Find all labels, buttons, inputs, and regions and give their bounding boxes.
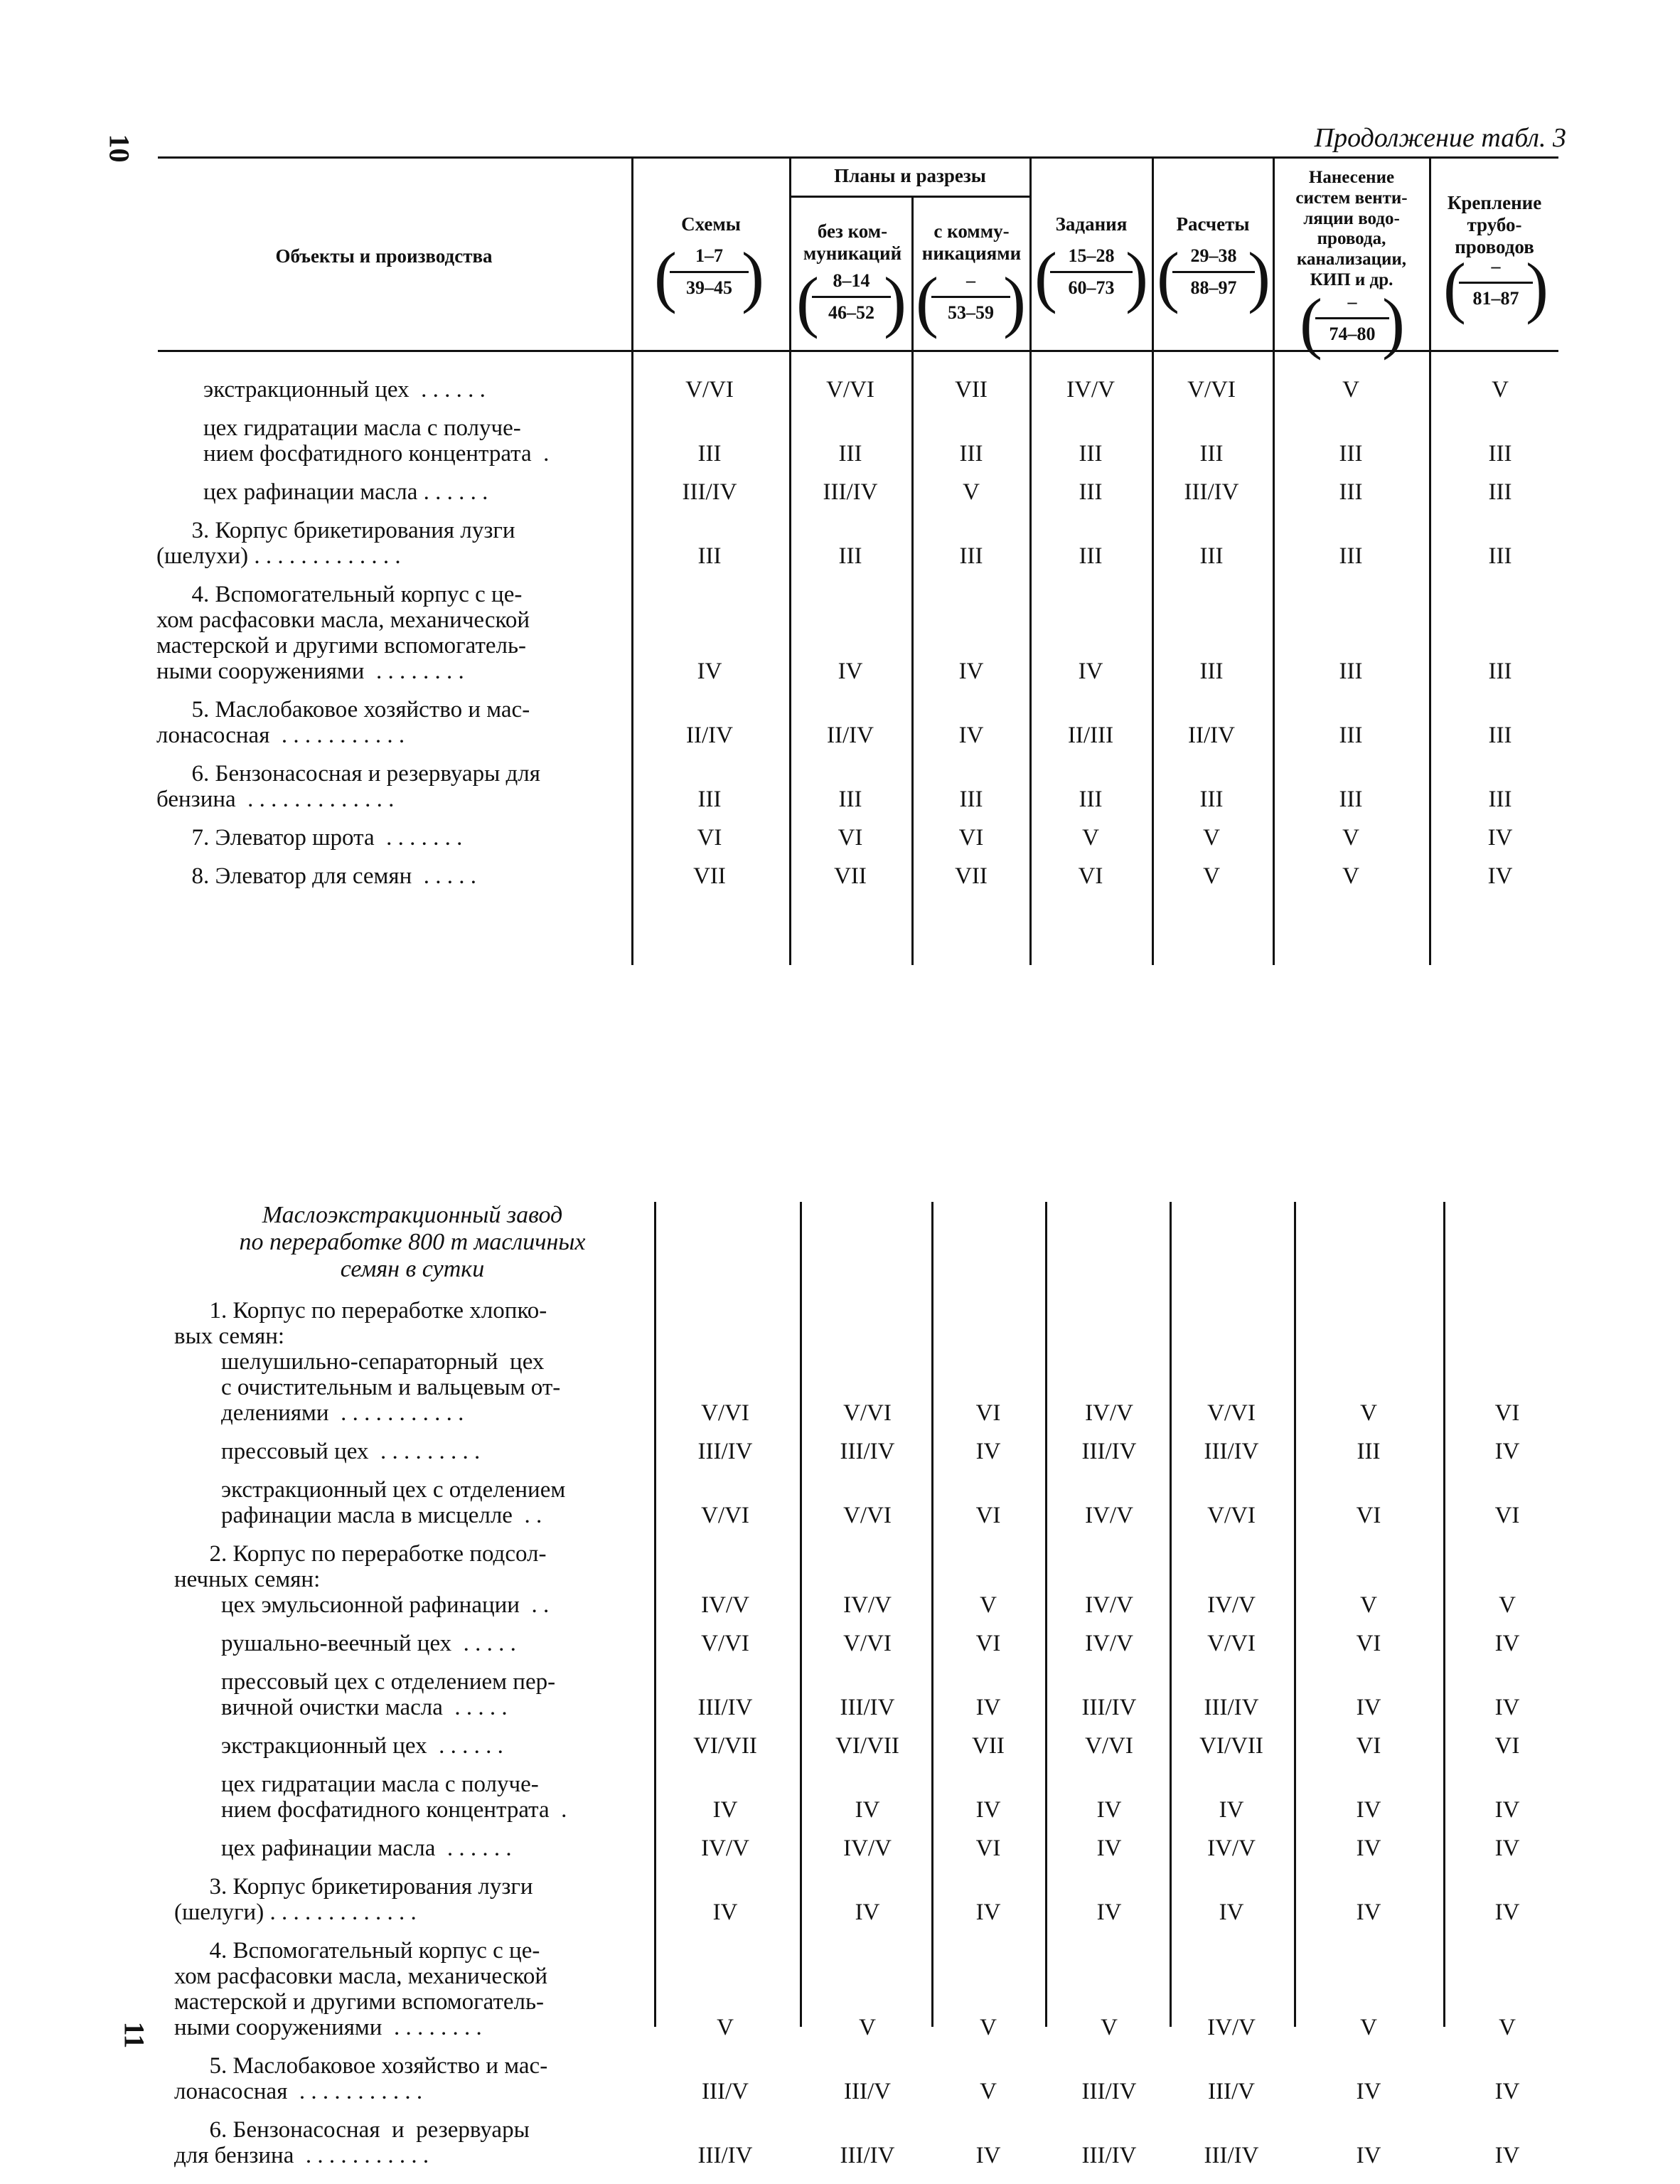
header-tasks: Задания [1055, 213, 1128, 235]
row-cell: IV [1356, 1797, 1381, 1823]
table2-vline [654, 1202, 656, 2027]
header-tasks-fraction: ( 15–28 60–73 ) [1034, 238, 1148, 314]
row-label: цех гидратации масла с получе- нием фосфатидного концентрата . [221, 1772, 567, 1823]
row-cell: V [980, 1592, 997, 1618]
row-cell: III [1079, 543, 1103, 569]
header-bottom-rule [158, 350, 1558, 352]
row-cell: III [697, 543, 722, 569]
row-cell: III [1199, 441, 1224, 467]
row-cell: III [1488, 787, 1512, 812]
header-calc-fraction: ( 29–38 88–97 ) [1157, 238, 1270, 314]
row-cell: III/IV [1204, 2143, 1259, 2168]
plans-sub-rule [791, 196, 1029, 198]
row-cell: III [1339, 659, 1363, 684]
row-cell: V [1499, 2015, 1516, 2040]
row-cell: IV [1487, 863, 1513, 889]
row-cell: II/III [1067, 723, 1114, 748]
row-label: прессовый цех с отделением пер- вичной очистки масла . . . . . [221, 1669, 556, 1720]
row-cell: IV [1494, 2143, 1520, 2168]
row-label: рушально-веечный цех . . . . . [174, 1631, 516, 1656]
row-cell: IV/V [1207, 1592, 1256, 1618]
row-cell: III [1079, 479, 1103, 505]
row-cell: IV [1219, 1900, 1244, 1925]
header-plans-a-num: 8–14 [833, 270, 870, 291]
row-cell: III [1199, 659, 1224, 684]
row-cell: III [838, 787, 862, 812]
row-cell: V/VI [701, 1400, 749, 1426]
row-cell: III/V [702, 2079, 749, 2104]
row-label: 3. Корпус брикетирования лузги (шелухи) . . . . . . . . . . . . . [156, 518, 515, 569]
header-systems-fraction: ( – 74–80 ) [1300, 284, 1405, 361]
row-cell: III [838, 543, 862, 569]
row-cell: VII [693, 863, 726, 889]
header-plans-b-fraction: ( – 53–59 ) [916, 263, 1026, 339]
row-cell: III/IV [1204, 1439, 1259, 1464]
row-cell: III/IV [697, 1695, 753, 1720]
row-label: экстракционный цех с отделением рафинации масла в мисцелле . . [221, 1477, 566, 1528]
row-cell: IV/V [1085, 1400, 1133, 1426]
row-cell: III/IV [682, 479, 737, 505]
header-plans-a-fraction: ( 8–14 46–52 ) [796, 263, 906, 339]
header-plans-b: с комму- никациями [921, 220, 1022, 265]
row-cell: III [1339, 723, 1363, 748]
page-number-top: 10 [103, 134, 136, 163]
row-cell: IV/V [1066, 377, 1115, 403]
row-cell: III [697, 787, 722, 812]
table2-vline [1443, 1202, 1445, 2027]
row-cell: IV [975, 1439, 1001, 1464]
row-label: 4. Вспомогательный корпус с це- хом расфасовки масла, механической мастерской и другими вспомогатель- ными сооружениями . . . . . . . . [156, 582, 530, 684]
row-cell: IV [855, 1797, 880, 1823]
row-label: 6. Бензонасосная и резервуары для бензина . . . . . . . . . . . [174, 2117, 530, 2168]
table2-vline [1294, 1202, 1296, 2027]
row-cell: III [1357, 1439, 1381, 1464]
header-systems: Нанесение систем венти- ляции водо- провода, канализации, КИП и др. [1295, 168, 1408, 289]
row-cell: III [1339, 543, 1363, 569]
row-cell: IV [1096, 1797, 1122, 1823]
header-schemes-num: 1–7 [695, 245, 723, 266]
row-cell: VI [697, 825, 722, 851]
row-label: 6. Бензонасосная и резервуары для бензина . . . . . . . . . . . . . [156, 761, 540, 812]
row-cell: III/V [844, 2079, 891, 2104]
row-cell: V [1499, 1592, 1516, 1618]
header-top-rule [158, 156, 1558, 159]
row-cell: VI [1494, 1503, 1520, 1528]
header-vline [1429, 158, 1431, 965]
table2-vline [800, 1202, 802, 2027]
header-vline [911, 198, 914, 965]
row-cell: VI/VII [693, 1733, 757, 1759]
row-cell: III/IV [1081, 1695, 1137, 1720]
header-vline [631, 158, 633, 965]
row-cell: IV [1487, 825, 1513, 851]
header-plans-b-den: 53–59 [948, 302, 994, 323]
row-cell: III [959, 787, 983, 812]
header-fix-fraction: ( – 81–87 ) [1443, 249, 1548, 325]
row-cell: III/IV [823, 479, 878, 505]
row-label: экстракционный цех . . . . . . [156, 377, 486, 403]
row-cell: IV [697, 659, 722, 684]
row-cell: V/VI [685, 377, 734, 403]
header-vline [1152, 158, 1154, 965]
row-cell: III [1488, 543, 1512, 569]
header-schemes-fraction: ( 1–7 39–45 ) [654, 238, 764, 314]
row-cell: III/IV [1184, 479, 1239, 505]
row-cell: IV [1494, 2079, 1520, 2104]
header-systems-num: – [1347, 292, 1357, 312]
row-cell: III [959, 441, 983, 467]
row-cell: V [1342, 863, 1359, 889]
row-cell: V/VI [701, 1631, 749, 1656]
page-number-bottom: 11 [118, 2021, 151, 2049]
row-cell: II/IV [1188, 723, 1235, 748]
row-cell: IV [712, 1797, 738, 1823]
row-cell: V/VI [843, 1400, 892, 1426]
row-cell: III [1488, 441, 1512, 467]
row-cell: IV [1356, 2079, 1381, 2104]
row-cell: IV/V [1207, 1836, 1256, 1861]
row-cell: IV/V [843, 1592, 892, 1618]
row-cell: V [1360, 1400, 1377, 1426]
row-cell: V [980, 2015, 997, 2040]
row-cell: V [1492, 377, 1509, 403]
row-cell: VI/VII [1199, 1733, 1263, 1759]
row-cell: II/IV [686, 723, 733, 748]
row-label: 7. Элеватор шрота . . . . . . . [156, 825, 463, 851]
row-label: прессовый цех . . . . . . . . . [174, 1439, 481, 1464]
row-cell: IV [975, 1900, 1001, 1925]
row-cell: III/IV [1204, 1695, 1259, 1720]
row-cell: III [1339, 787, 1363, 812]
row-cell: V [963, 479, 980, 505]
row-cell: V [1342, 377, 1359, 403]
row-cell: III [1079, 787, 1103, 812]
row-cell: VI [1356, 1733, 1381, 1759]
header-fix-den: 81–87 [1472, 288, 1519, 309]
row-cell: IV [1494, 1631, 1520, 1656]
row-cell: IV [1096, 1836, 1122, 1861]
row-label: 2. Корпус по переработке подсол- нечных семян: цех эмульсионной рафинации . . [174, 1541, 550, 1618]
row-label: цех гидратации масла с получе- нием фосфатидного концентрата . [203, 415, 550, 467]
block2-title: Маслоэкстракционный завод по переработке 800 т масличных семян в сутки [239, 1202, 586, 1282]
row-cell: III/V [1208, 2079, 1255, 2104]
table2-vline [1170, 1202, 1172, 2027]
row-cell: IV/V [1085, 1503, 1133, 1528]
row-cell: III/IV [840, 1439, 895, 1464]
row-cell: VI/VII [835, 1733, 899, 1759]
row-cell: III [1339, 479, 1363, 505]
row-cell: V [980, 2079, 997, 2104]
header-plans-b-num: – [966, 270, 975, 291]
row-cell: III [1488, 479, 1512, 505]
row-cell: V [717, 2015, 734, 2040]
row-cell: V [1360, 1592, 1377, 1618]
row-cell: III [1488, 659, 1512, 684]
row-label: 4. Вспомогательный корпус с це- хом расфасовки масла, механической мастерской и другими вспомогатель- ными сооружениями . . . . . . . . [174, 1938, 548, 2040]
row-cell: IV/V [701, 1836, 749, 1861]
row-cell: IV [712, 1900, 738, 1925]
row-label: 5. Маслобаковое хозяйство и мас- лонасосная . . . . . . . . . . . [156, 697, 530, 748]
header-schemes: Схемы [681, 213, 741, 235]
row-cell: V/VI [1085, 1733, 1133, 1759]
row-cell: VI [1494, 1733, 1520, 1759]
row-cell: III [1079, 441, 1103, 467]
header-plans-a: без ком- муникаций [803, 220, 902, 265]
row-cell: VI [1494, 1400, 1520, 1426]
row-cell: III/IV [1081, 1439, 1137, 1464]
row-cell: III [1199, 787, 1224, 812]
row-cell: IV [975, 2143, 1001, 2168]
row-cell: VII [834, 863, 867, 889]
row-cell: VI [838, 825, 863, 851]
header-tasks-den: 60–73 [1068, 277, 1115, 298]
row-label: 8. Элеватор для семян . . . . . [156, 863, 476, 889]
row-cell: VI [958, 825, 984, 851]
row-cell: IV/V [1085, 1631, 1133, 1656]
row-cell: V/VI [1207, 1631, 1256, 1656]
continuation-caption: Продолжение табл. 3 [1314, 123, 1566, 153]
row-cell: III [1339, 441, 1363, 467]
header-tasks-num: 15–28 [1068, 245, 1115, 266]
row-cell: IV [958, 659, 984, 684]
row-cell: IV [1219, 1797, 1244, 1823]
row-label: 3. Корпус брикетирования лузги (шелуги) . . . . . . . . . . . . . [174, 1874, 533, 1925]
row-cell: III/IV [840, 1695, 895, 1720]
row-cell: VII [972, 1733, 1005, 1759]
row-cell: V/VI [1187, 377, 1236, 403]
row-cell: IV/V [1085, 1592, 1133, 1618]
row-cell: III/IV [840, 2143, 895, 2168]
row-cell: V [1101, 2015, 1118, 2040]
header-schemes-den: 39–45 [686, 277, 732, 298]
row-cell: V [1360, 2015, 1377, 2040]
row-cell: III [1199, 543, 1224, 569]
row-cell: VII [955, 863, 988, 889]
row-cell: VI [975, 1631, 1001, 1656]
row-cell: V [1342, 825, 1359, 851]
row-cell: IV/V [843, 1836, 892, 1861]
row-cell: V [859, 2015, 876, 2040]
row-cell: III [697, 441, 722, 467]
row-cell: VI [1356, 1503, 1381, 1528]
header-systems-den: 74–80 [1329, 324, 1376, 344]
row-cell: IV [1494, 1836, 1520, 1861]
row-cell: II/IV [827, 723, 874, 748]
row-cell: III [1488, 723, 1512, 748]
row-cell: V [1203, 863, 1220, 889]
row-cell: IV/V [1207, 2015, 1256, 2040]
row-cell: V/VI [1207, 1503, 1256, 1528]
row-cell: III/IV [1081, 2143, 1137, 2168]
row-cell: VI [1356, 1631, 1381, 1656]
header-fix: Крепление трубо- проводов [1447, 192, 1542, 258]
row-cell: IV [1494, 1695, 1520, 1720]
row-label: экстракционный цех . . . . . . [174, 1733, 503, 1759]
header-plans: Планы и разрезы [834, 165, 986, 186]
row-cell: IV [1096, 1900, 1122, 1925]
header-plans-a-den: 46–52 [828, 302, 874, 323]
row-cell: IV [1356, 1900, 1381, 1925]
row-cell: III/IV [697, 1439, 753, 1464]
row-cell: III [838, 441, 862, 467]
row-label: 5. Маслобаковое хозяйство и мас- лонасосная . . . . . . . . . . . [174, 2053, 548, 2104]
row-cell: V/VI [701, 1503, 749, 1528]
row-cell: V/VI [843, 1503, 892, 1528]
row-cell: V/VI [843, 1631, 892, 1656]
row-cell: III [959, 543, 983, 569]
row-cell: VI [975, 1836, 1001, 1861]
header-calc-den: 88–97 [1190, 277, 1237, 298]
row-cell: V [1203, 825, 1220, 851]
row-cell: IV [1356, 2143, 1381, 2168]
row-cell: V/VI [826, 377, 874, 403]
row-cell: IV [1494, 1900, 1520, 1925]
row-label: цех рафинации масла . . . . . . [156, 479, 488, 505]
row-cell: IV [1494, 1797, 1520, 1823]
row-cell: IV [1494, 1439, 1520, 1464]
row-cell: III/IV [697, 2143, 753, 2168]
row-cell: IV [958, 723, 984, 748]
row-cell: IV [1356, 1836, 1381, 1861]
row-cell: IV [975, 1695, 1001, 1720]
row-cell: IV [838, 659, 863, 684]
header-vline [1029, 158, 1032, 965]
row-cell: VII [955, 377, 988, 403]
row-cell: VI [975, 1400, 1001, 1426]
row-cell: V/VI [1207, 1400, 1256, 1426]
row-cell: V [1082, 825, 1099, 851]
header-calc-num: 29–38 [1190, 245, 1237, 266]
row-label: 1. Корпус по переработке хлопко- вых семян: шелушильно-сепараторный цех с очистительным и вальцевым от- делениями . . . . . . . . . . . [174, 1298, 561, 1426]
row-cell: VI [1078, 863, 1103, 889]
row-cell: III/IV [1081, 2079, 1137, 2104]
header-objects: Объекты и производства [275, 245, 493, 267]
row-cell: VI [975, 1503, 1001, 1528]
header-calc: Расчеты [1176, 213, 1250, 235]
row-cell: IV/V [701, 1592, 749, 1618]
row-cell: IV [975, 1797, 1001, 1823]
row-cell: IV [855, 1900, 880, 1925]
row-cell: IV [1356, 1695, 1381, 1720]
header-vline [789, 158, 791, 965]
row-label: цех рафинации масла . . . . . . [174, 1836, 512, 1861]
row-cell: IV [1078, 659, 1103, 684]
header-fix-num: – [1491, 256, 1501, 277]
table2-vline [1045, 1202, 1047, 2027]
